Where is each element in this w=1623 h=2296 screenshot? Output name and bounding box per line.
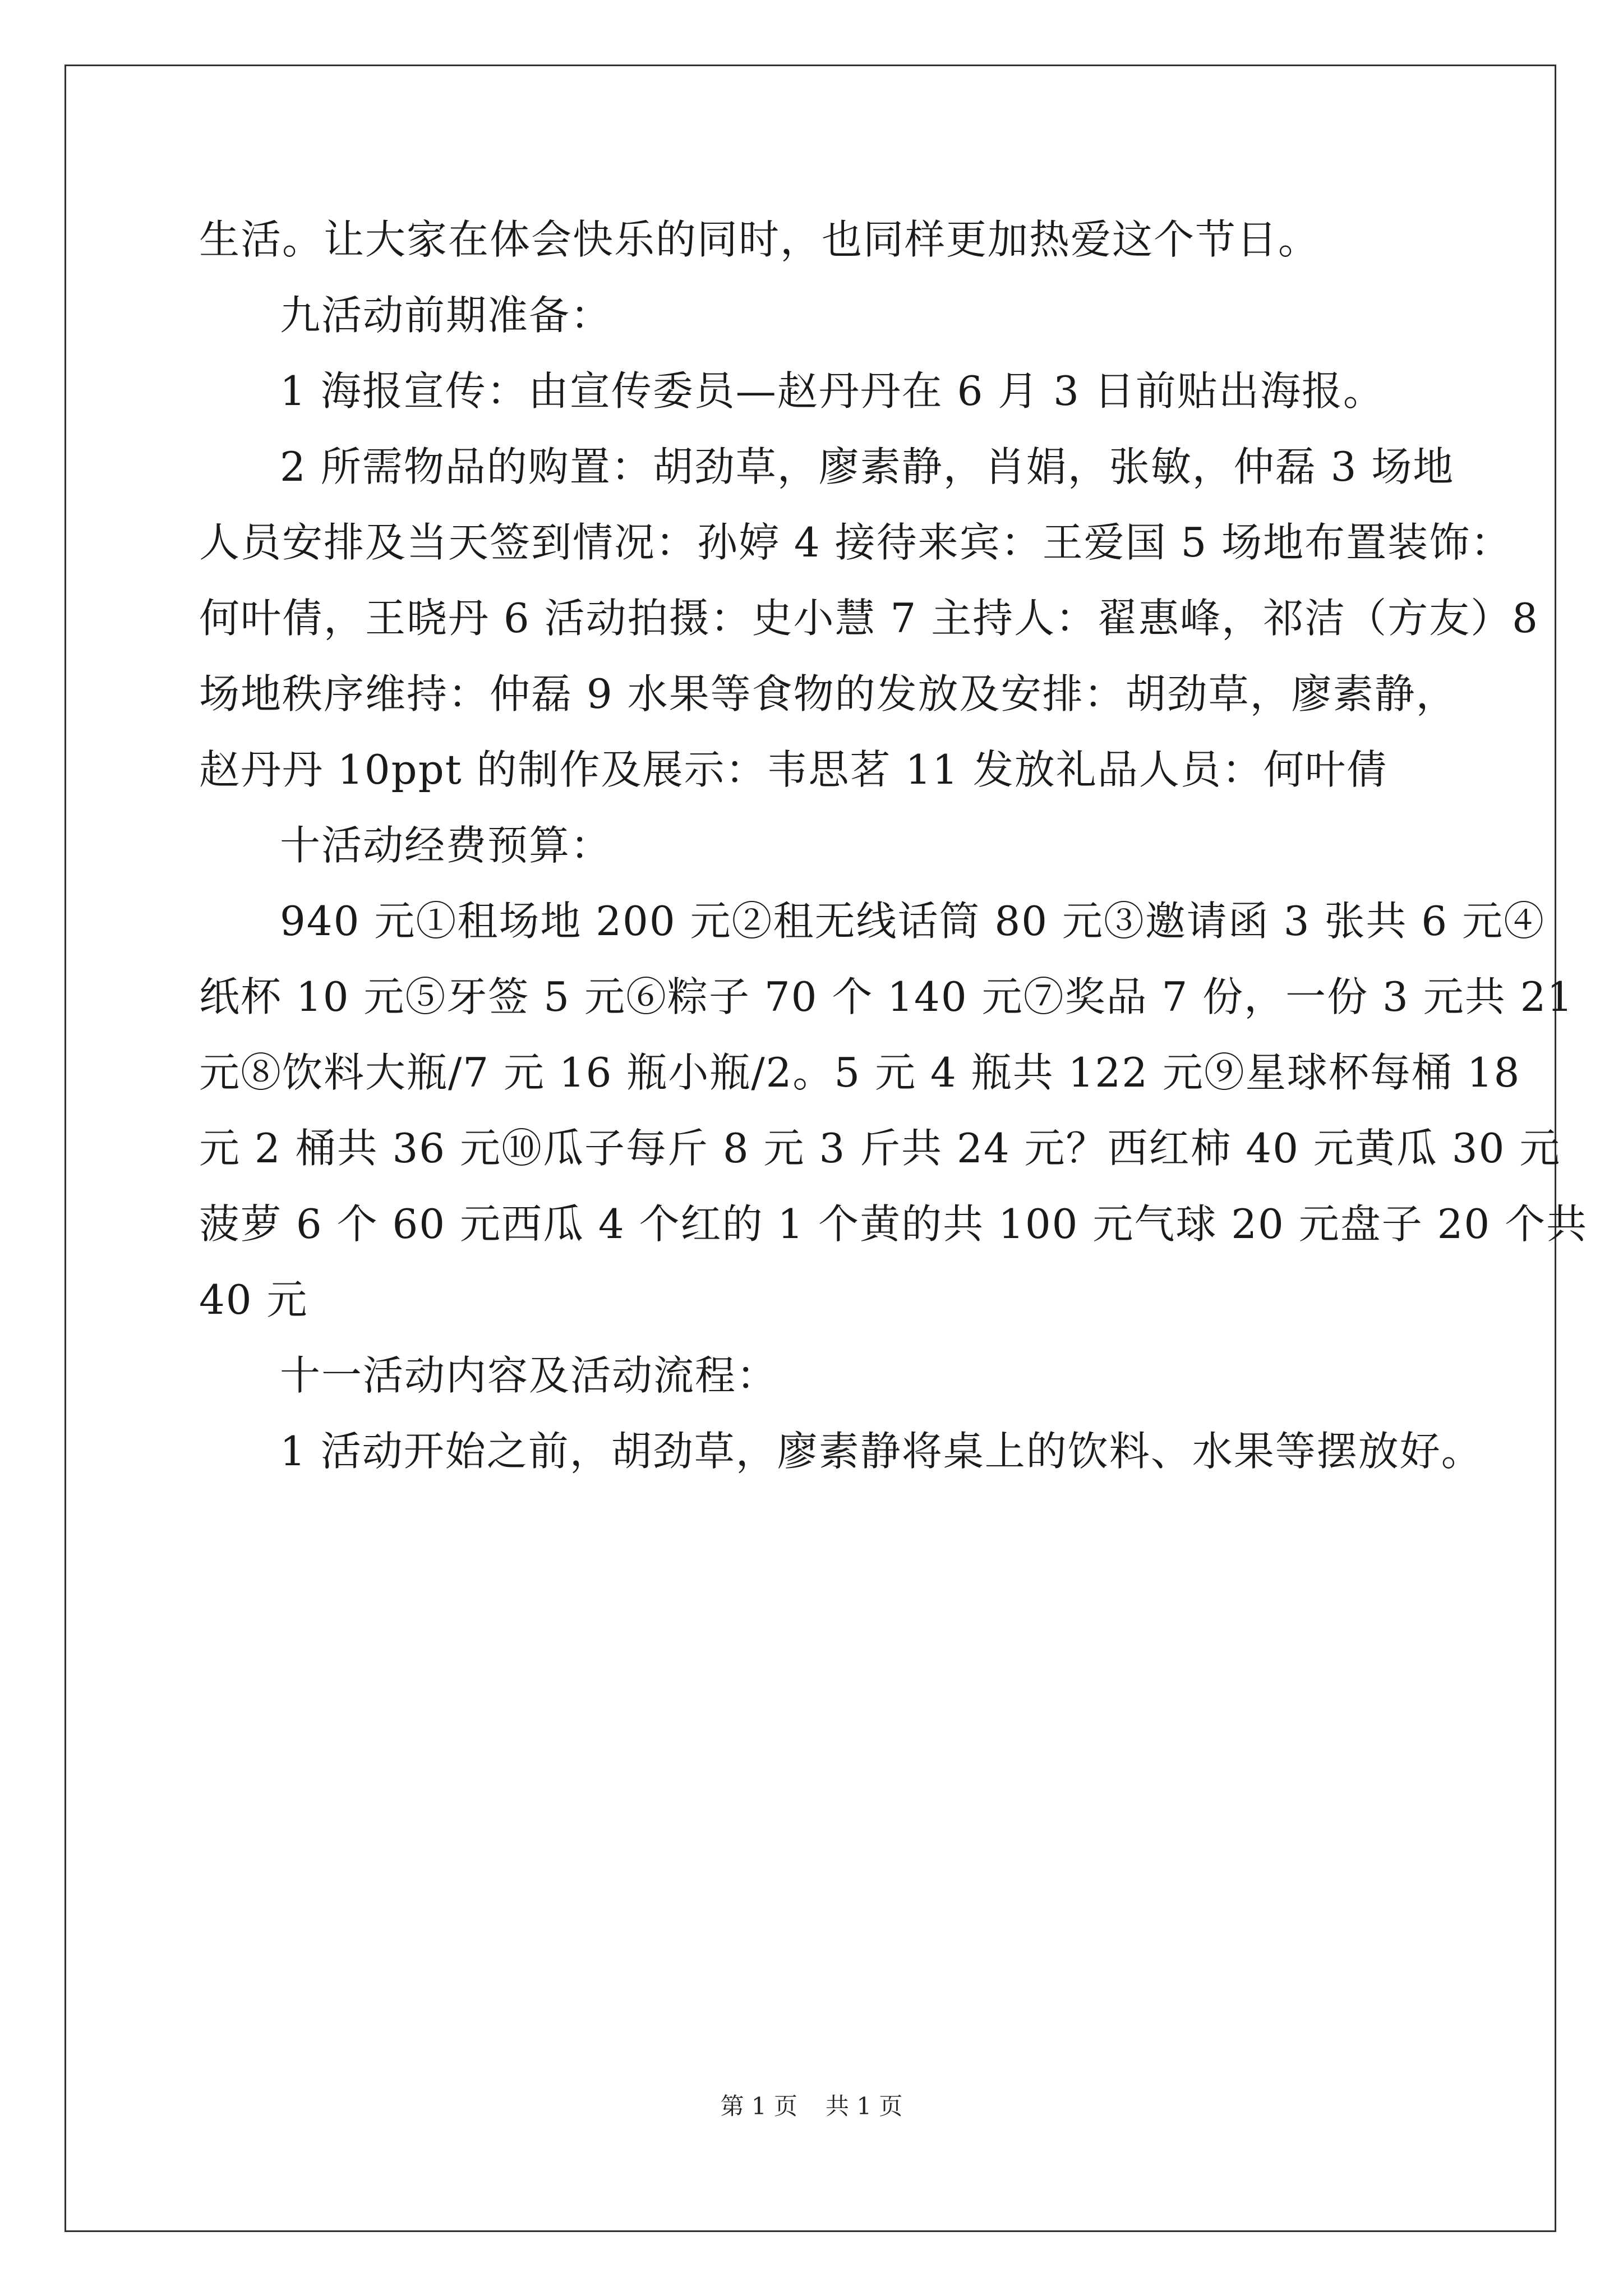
text-line-11: 纸杯 10 元⑤牙签 5 元⑥粽子 70 个 140 元⑦奖品 7 份，一份 3 元共 21 [199,973,1574,1020]
text-line-14: 菠萝 6 个 60 元西瓜 4 个红的 1 个黄的共 100 元气球 20 元盘子 20 个共 [199,1200,1588,1248]
text-line-12: 元⑧饮料大瓶/7 元 16 瓶小瓶/2。5 元 4 瓶共 122 元⑨星球杯每桶 18 [199,1049,1521,1096]
text-line-8: 赵丹丹 10ppt 的制作及展示：韦思茗 11 发放礼品人员：何叶倩 [199,746,1388,793]
text-line-3: 1 海报宣传：由宣传委员—赵丹丹在 6 月 3 日前贴出海报。 [280,367,1385,415]
text-line-1: 生活。让大家在体会快乐的同时，也同样更加热爱这个节日。 [199,216,1320,263]
text-line-7: 场地秩序维持：仲磊 9 水果等食物的发放及安排：胡劲草，廖素静， [199,670,1458,717]
page-number-current: 第 1 页 [720,2092,797,2120]
section-heading-9: 九活动前期准备： [280,292,612,339]
section-heading-10: 十活动经费预算： [280,822,612,869]
page-footer [0,2090,1623,2123]
text-line-17: 1 活动开始之前，胡劲草，廖素静将桌上的饮料、水果等摆放好。 [280,1428,1483,1475]
text-line-4: 2 所需物品的购置：胡劲草，廖素静，肖娟，张敏，仲磊 3 场地 [280,443,1455,490]
text-line-6: 何叶倩，王晓丹 6 活动拍摄：史小慧 7 主持人：翟惠峰，祁洁（方友）8 [199,595,1539,642]
text-line-10: 940 元①租场地 200 元②租无线话筒 80 元③邀请函 3 张共 6 元④ [280,898,1546,945]
page-number-total: 共 1 页 [826,2092,903,2120]
text-line-13: 元 2 桶共 36 元⑩瓜子每斤 8 元 3 斤共 24 元？西红柿 40 元黄瓜 30 元 [199,1125,1561,1172]
text-line-5: 人员安排及当天签到情况：孙婷 4 接待来宾：王爱国 5 场地布置装饰： [199,519,1513,566]
document-body [199,202,1588,1489]
text-line-15: 40 元 [199,1276,308,1323]
section-heading-11: 十一活动内容及活动流程： [280,1352,778,1399]
